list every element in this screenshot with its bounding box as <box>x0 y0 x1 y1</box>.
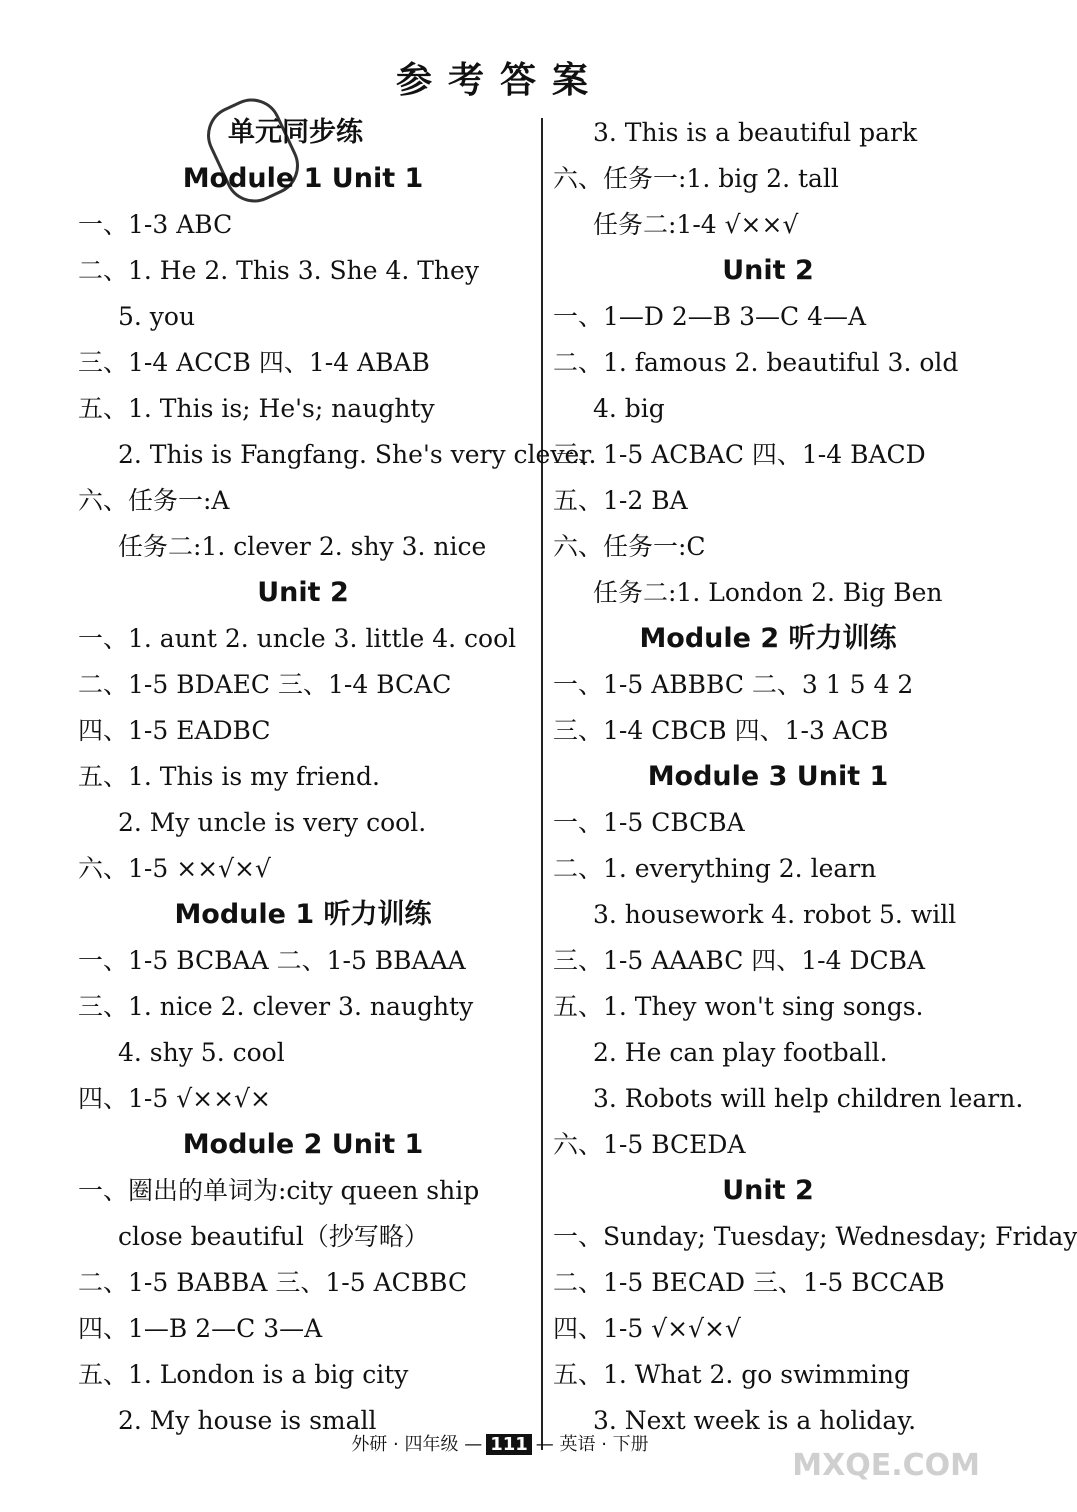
answer-line: 一、1—D 2—B 3—C 4—A <box>553 302 867 331</box>
answer-line: 一、1. aunt 2. uncle 3. little 4. cool <box>78 624 517 653</box>
answer-line: 二、1-5 BECAD 三、1-5 BCCAB <box>553 1268 945 1297</box>
answer-line: 二、1-5 BABBA 三、1-5 ACBBC <box>78 1268 468 1297</box>
watermark: MXQE.COM <box>792 1448 980 1483</box>
answer-line: 2. My house is small <box>118 1406 377 1435</box>
section-heading: Unit 2 <box>722 255 814 286</box>
answer-line: 3. Next week is a holiday. <box>593 1406 917 1435</box>
answer-line: 3. This is a beautiful park <box>593 118 918 147</box>
answer-line: 二、1. everything 2. learn <box>553 854 877 883</box>
left-column <box>78 110 597 1444</box>
page-title: 参考答案 <box>395 59 604 101</box>
answer-line: 5. you <box>118 302 196 331</box>
answer-line: 二、1. famous 2. beautiful 3. old <box>553 348 959 377</box>
answer-line: 三、1-4 ACCB 四、1-4 ABAB <box>78 348 430 377</box>
answer-line: 三、1-5 ACBAC 四、1-4 BACD <box>553 440 926 469</box>
section-heading: Module 3 Unit 1 <box>647 761 889 792</box>
answer-line: 任务二:1. clever 2. shy 3. nice <box>118 532 487 561</box>
answer-line: 四、1-5 √×√×√ <box>553 1314 741 1343</box>
answer-line: 2. My uncle is very cool. <box>118 808 427 837</box>
answer-line: 3. Robots will help children learn. <box>593 1084 1024 1113</box>
answer-line: 任务二:1-4 √××√ <box>593 210 799 239</box>
answer-line: 一、1-5 CBCBA <box>553 808 745 837</box>
section-heading: Unit 2 <box>722 1175 814 1206</box>
answer-line: 一、1-5 BCBAA 二、1-5 BBAAA <box>78 946 466 975</box>
answer-line: 一、1-5 ABBBC 二、3 1 5 4 2 <box>553 670 914 699</box>
section-heading: Module 2 Unit 1 <box>182 1129 424 1160</box>
answer-line: 任务二:1. London 2. Big Ben <box>593 578 943 607</box>
footer-left: 外研 · 四年级 — <box>351 1434 483 1455</box>
section-title: 单元同步练 <box>228 117 363 148</box>
answer-line: 2. This is Fangfang. She's very clever. <box>118 440 597 469</box>
section-heading: Module 1 Unit 1 <box>182 163 424 194</box>
answer-line: 六、1-5 BCEDA <box>553 1130 746 1159</box>
answer-line: 4. shy 5. cool <box>118 1038 285 1067</box>
answer-line: 二、1-5 BDAEC 三、1-4 BCAC <box>78 670 452 699</box>
answer-line: 六、任务一:1. big 2. tall <box>553 164 839 193</box>
right-column <box>553 110 1077 1444</box>
column-divider <box>541 118 543 1450</box>
answer-line: 五、1. London is a big city <box>78 1360 409 1389</box>
answer-line: 4. big <box>593 394 665 423</box>
section-heading: Module 2 听力训练 <box>639 623 897 654</box>
answer-line: 一、圈出的单词为:city queen ship <box>78 1176 480 1205</box>
answer-line: 四、1-5 √××√× <box>78 1084 271 1113</box>
answer-line: 六、任务一:A <box>78 486 230 515</box>
answer-line: 六、任务一:C <box>553 532 706 561</box>
answer-line: 四、1—B 2—C 3—A <box>78 1314 323 1343</box>
answer-line: 一、1-3 ABC <box>78 210 233 239</box>
answer-line: 三、1. nice 2. clever 3. naughty <box>78 992 474 1021</box>
section-heading: Module 1 听力训练 <box>174 899 432 930</box>
answer-line: 2. He can play football. <box>593 1038 888 1067</box>
answer-line: 五、1-2 BA <box>553 486 688 515</box>
answer-line: 四、1-5 EADBC <box>78 716 271 745</box>
answer-line: 3. housework 4. robot 5. will <box>593 900 957 929</box>
answer-line: 五、1. This is my friend. <box>78 762 380 791</box>
answer-line: 六、1-5 ××√×√ <box>78 854 271 883</box>
answer-line: 二、1. He 2. This 3. She 4. They <box>78 256 479 285</box>
answer-line: 三、1-4 CBCB 四、1-3 ACB <box>553 716 889 745</box>
answer-line: 三、1-5 AAABC 四、1-4 DCBA <box>553 946 926 975</box>
answer-line: 五、1. What 2. go swimming <box>553 1360 911 1389</box>
answer-line: close beautiful（抄写略） <box>118 1222 429 1251</box>
footer-right: — 英语 · 下册 <box>535 1434 649 1455</box>
answer-line: 一、Sunday; Tuesday; Wednesday; Friday <box>553 1222 1077 1251</box>
section-heading: Unit 2 <box>257 577 349 608</box>
answer-line: 五、1. They won't sing songs. <box>553 992 924 1021</box>
answer-line: 五、1. This is; He's; naughty <box>78 394 435 423</box>
page-number: 111 <box>486 1434 532 1455</box>
